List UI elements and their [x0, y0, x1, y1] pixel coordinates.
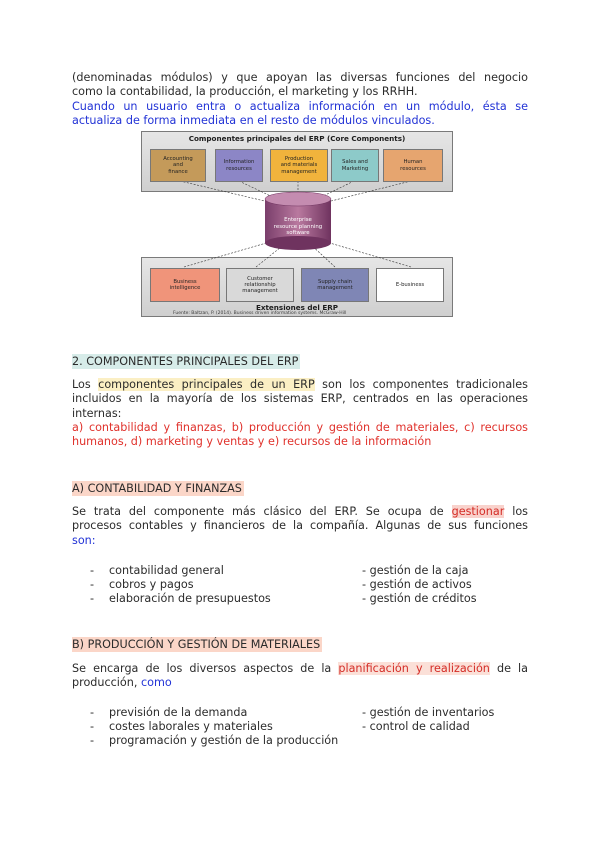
intro-line-2: como la contabilidad, la producción, el marketing y los RRHH.	[72, 85, 418, 99]
section-b-text-post: de la	[489, 662, 528, 675]
section-b-line-1	[72, 662, 528, 676]
list-dash: -	[90, 592, 95, 605]
section-a	[72, 477, 244, 496]
module-human-resources: Human resources	[383, 149, 443, 182]
module-information-resources: Information resources	[215, 149, 263, 182]
section-b-blue-word: como	[140, 676, 172, 690]
section-2-red-line-1: a) contabilidad y finanzas, b) producción y gestión de materiales, c) recursos	[72, 420, 528, 434]
section-b-line-2	[72, 676, 528, 690]
extensions-title: Extensiones del ERP	[255, 303, 339, 312]
section-b-heading: B) PRODUCCIÓN Y GESTIÓN DE MATERIALES	[72, 638, 321, 651]
section-2-line-2: incluidos en la mayoría de los sistemas ERP, centrados en las operaciones	[72, 392, 528, 406]
section-b	[72, 633, 322, 652]
section-2-red-line-2: humanos, d) marketing y ventas y e) recursos de la información	[72, 435, 432, 449]
intro-paragraph	[72, 71, 528, 128]
list-item: elaboración de presupuestos	[109, 592, 271, 605]
list-item: programación y gestión de la producción	[109, 734, 339, 747]
section-2-text-post: son los componentes tradicionales	[314, 378, 529, 391]
list-item: - gestión de inventarios	[362, 706, 495, 719]
section-a-text-post: los	[504, 505, 528, 518]
section-2-heading: 2. COMPONENTES PRINCIPALES DEL ERP	[72, 355, 299, 368]
section-a-paragraph	[72, 505, 528, 548]
section-a-line-2: procesos contables y financieros de la compañía. Algunas de sus funciones	[72, 519, 528, 533]
section-b-highlight: planificación y realización	[338, 662, 490, 675]
section-a-list	[72, 564, 528, 608]
section-2-line-3: internas:	[72, 406, 122, 420]
section-2-text-pre: Los	[72, 378, 99, 391]
extension-e-business: E-business	[376, 268, 444, 302]
list-item: cobros y pagos	[109, 578, 194, 591]
list-item: - gestión de la caja	[362, 564, 469, 577]
list-dash: -	[90, 734, 95, 747]
list-item: costes laborales y materiales	[109, 720, 273, 733]
section-b-list	[72, 706, 528, 750]
extension-supply-chain: Supply chain management	[301, 268, 369, 302]
module-accounting-finance: Accounting and finance	[150, 149, 206, 182]
intro-blue-line-1: Cuando un usuario entra o actualiza información en un módulo, ésta se	[72, 99, 528, 113]
list-item: contabilidad general	[109, 564, 224, 577]
list-item: previsión de la demanda	[109, 706, 248, 719]
module-sales-marketing: Sales and Marketing	[331, 149, 379, 182]
diagram-source-caption: Fuente: Baltzan, P. (2014). Business driven information systems. McGraw-Hill	[173, 311, 347, 316]
erp-diagram	[141, 131, 453, 317]
section-a-highlight: gestionar	[451, 505, 505, 518]
list-dash: -	[90, 578, 95, 591]
section-2-line-1	[72, 378, 528, 392]
intro-blue-line-2: actualiza de forma inmediata en el resto de módulos vinculados.	[72, 113, 435, 127]
core-components-title: Componentes principales del ERP (Core Components)	[188, 134, 406, 143]
module-production-materials: Production and materials management	[270, 149, 328, 182]
extension-crm: Customer relationship management	[226, 268, 294, 302]
list-item: - gestión de créditos	[362, 592, 477, 605]
extension-business-intelligence: Business intelligence	[150, 268, 220, 302]
section-2-paragraph	[72, 378, 528, 449]
section-b-paragraph	[72, 662, 528, 691]
list-item: - control de calidad	[362, 720, 470, 733]
intro-line-1: (denominadas módulos) y que apoyan las diversas funciones del negocio	[72, 71, 528, 84]
list-dash: -	[90, 564, 95, 577]
section-a-line-3: son:	[72, 533, 96, 547]
section-2-highlight: componentes principales de un ERP	[98, 378, 315, 391]
section-a-heading: A) CONTABILIDAD Y FINANZAS	[72, 482, 242, 495]
section-2	[72, 350, 300, 369]
list-dash: -	[90, 706, 95, 719]
section-a-text-pre: Se trata del componente más clásico del ERP. Se ocupa de	[72, 505, 452, 518]
section-b-text-pre2: producción,	[72, 676, 141, 690]
erp-software-label: Enterprise resource planning software	[273, 217, 323, 236]
section-b-text-pre: Se encarga de los diversos aspectos de la	[72, 662, 339, 675]
list-dash: -	[90, 720, 95, 733]
section-a-line-1	[72, 505, 528, 519]
list-item: - gestión de activos	[362, 578, 472, 591]
